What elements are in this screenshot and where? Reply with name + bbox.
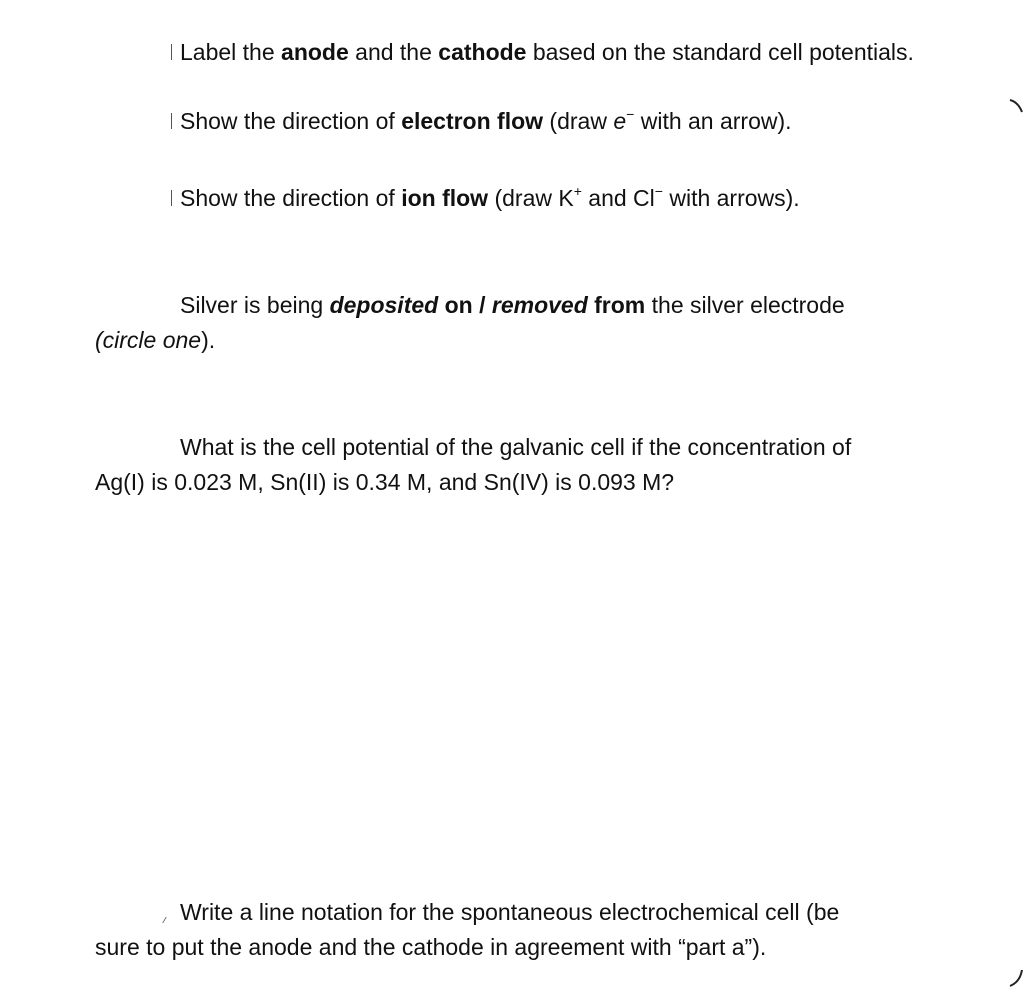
list-marker <box>171 44 172 60</box>
instruction-label-electrodes: Label the anode and the cathode based on the standard cell potentials. <box>180 39 914 65</box>
question-line-notation-line1: Write a line notation for the spontaneous electrochemical cell (be <box>180 899 840 925</box>
list-marker <box>162 917 170 923</box>
option-removed[interactable]: removed <box>491 292 588 318</box>
question-line-notation-line2: sure to put the anode and the cathode in agreement with “part a”). <box>95 934 767 960</box>
edge-mark-bottom <box>1008 966 1024 990</box>
question-silver-electrode-line1: Silver is being deposited on / removed from the silver electrode <box>180 292 845 318</box>
edge-mark-top <box>1008 96 1024 120</box>
question-cell-potential-line1: What is the cell potential of the galvanic cell if the concentration of <box>180 434 852 460</box>
question-silver-electrode-line2: (circle one). <box>95 327 216 353</box>
question-cell-potential-line2: Ag(I) is 0.023 M, Sn(II) is 0.34 M, and Sn(IV) is 0.093 M? <box>95 469 675 495</box>
cathode-term: cathode <box>438 39 527 65</box>
list-marker <box>171 190 172 206</box>
list-marker <box>171 113 172 129</box>
anode-term: anode <box>281 39 349 65</box>
instruction-electron-flow: Show the direction of electron flow (draw e− with an arrow). <box>180 106 792 134</box>
instruction-ion-flow: Show the direction of ion flow (draw K+ and Cl− with arrows). <box>180 183 800 211</box>
option-deposited[interactable]: deposited <box>329 292 439 318</box>
